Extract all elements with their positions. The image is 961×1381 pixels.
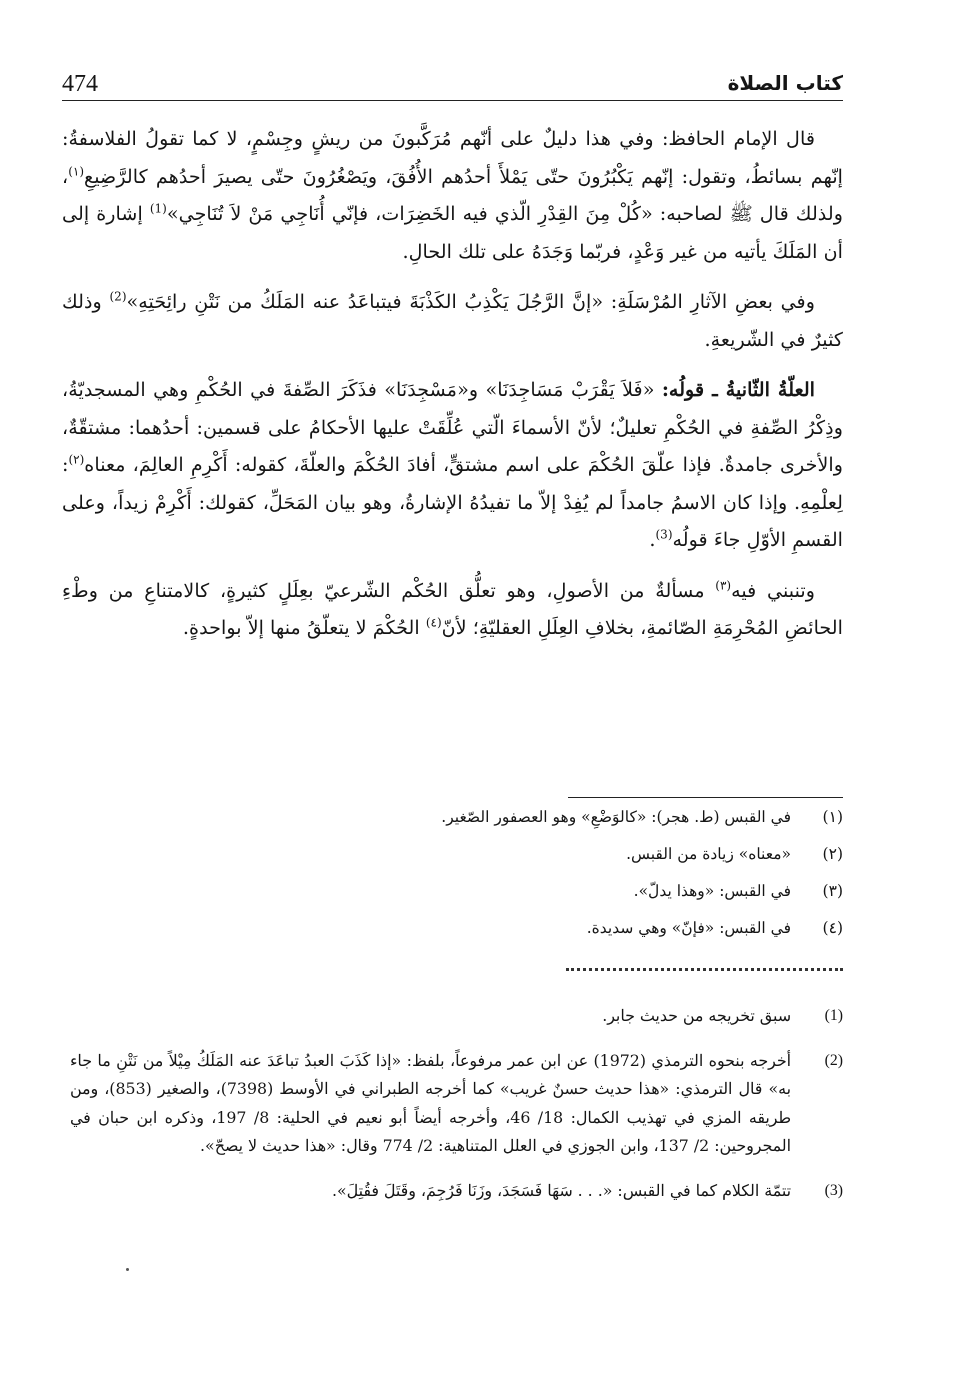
footnote xyxy=(120,845,843,882)
paragraph-4 xyxy=(62,572,843,647)
footnote xyxy=(70,1002,843,1031)
footnote-text: «معناه» زيادة من القبس. xyxy=(626,845,791,863)
paragraph-3-text-b: : لِعلْمِهِ. وإذا كان الاسمُ جامداً لم يُفِدْ إلاّ ما تفيدُهُ الإشارةُ، وهو بيان المَحَلِّ، كقولك: أَكْرِمْ زيداً، وعلى القسمِ الأوّلِ جاءَ قولُه xyxy=(62,453,843,551)
footnote xyxy=(120,808,843,845)
paragraph-2-text: وفي بعضِ الآثارِ المُرْسَلَةِ: «إنَّ الرَّجُلَ يَكْذِبُ الكَذْبَةَ فيتباعَدُ عنه المَلَكُ من نَتْنِ رائِحَتِهِ» xyxy=(126,290,815,313)
footnote-divider xyxy=(568,797,843,798)
footnote-number: (١) xyxy=(822,808,843,826)
running-header xyxy=(62,66,843,101)
main-text xyxy=(62,120,843,660)
footnote-ref: (2) xyxy=(109,289,127,304)
footnote-text: تتمّة الكلام كما في القبس: «. . . سَهَا فَسَجَدَ، وزَنَا فَرُجِمَ، وقَتَلَ فقُتِلَ». xyxy=(331,1180,791,1200)
paragraph-3 xyxy=(62,371,843,559)
paragraph-1-text-c: إشارة إلى أن المَلَكَ يأتيه من غير وَعْدٍ، فربّما وَجَدَهُ على تلك الحالِ. xyxy=(62,202,843,263)
paragraph-1-text-b: ، ولذلك قال ﷺ لصاحبه: «كُلْ مِنَ القِدْرِ الّذي فيه الخَضِرَات، فإنّي أُنَاجِي مَنْ لاَ تُنَاجِي» xyxy=(62,164,843,225)
paragraph-4-text: وتنبني فيه xyxy=(731,578,815,602)
footnote xyxy=(120,919,843,956)
footnote-ref: (٢) xyxy=(68,452,85,467)
footnote-number: (1) xyxy=(824,1007,843,1024)
footnote-text: سبق تخريجه من حديث جابر. xyxy=(602,1006,791,1025)
footnote-ref: (٣) xyxy=(715,578,732,593)
paragraph-3-text: «فَلاَ يَقْرَبْ مَسَاجِدَنَا» و«مَسْجِدَنَا» فذَكَرَ الصِّفةَ في الحُكْمِ وهي المسجديّةُ، وذِكْرُ الصِّفةِ في الحُكْمِ تعليلٌ؛ لأنّ الأسماءَ الّتي عُلِّقَتْ عليها الأحكامُ على قسمين: أحدُهما: مشتقّةٌ، والأخرى جامدةٌ. فإذا علّقَ الحُكْمَ على اسم مشتقٍّ، أفادَ الحُكْمَ والعلّةَ، كقوله: أَكْرِمِ العالِمَ، معناه xyxy=(62,378,843,476)
footnote-number: (٤) xyxy=(822,919,843,937)
running-title: كتاب الصلاة xyxy=(727,71,843,95)
paragraph-2-text-b: وذلك كثيرٌ في الشّريعةِ. xyxy=(62,290,843,351)
takhrij-footnotes xyxy=(70,1002,843,1221)
footnote-ref: (٤) xyxy=(425,615,442,630)
page-number: 474 xyxy=(62,71,98,97)
footnote-number: (٢) xyxy=(822,845,843,863)
paragraph-3-text-c: . xyxy=(649,528,656,551)
paragraph-1-text: قال الإمام الحافظ: وفي هذا دليلٌ على أنّهم مُرَكَّبونَ من ريشٍ وجِسْمٍ، لا كما تقولُ الفلاسفةُ: إنّهم بسائطُ، وتقول: إنّهم يَكْبُرُونَ حتّى يَمْلأَ أحدُهم الأُفُقَ، ويَصْغُرُونَ حتّى يصيرَ أحدُهم كالرَّضِيعِ xyxy=(62,127,843,188)
footnote-text: في القبس (ط. هجر): «كالوَضْعِ» وهو العصفور الصّغير. xyxy=(441,808,791,826)
paragraph-4-text-c: الحُكْمَ لا يتعلّقُ منها إلاّ بواحدةٍ. xyxy=(182,616,426,639)
footnote-text: أخرجه بنحوه الترمذي (1972) عن ابن عمر مرفوعاً، بلفظ: «إذا كَذَبَ العبدُ تباعَدَ عنه المَلَكُ مِيْلاً من نَتْنِ ما جاء به» قال الترمذي: «هذا حديث حسنٌ غريب» كما أخرجه الطبراني في الأوسط (7398)، والصغير (853)، ومن طريقه المزي في تهذيب الكمال: 18/ 46، وأخرجه أيضاً أبو نعيم في الحلية: 8/ 197، وذكره ابن حبان في المجروحين: 2/ 137، وابن الجوزي في العلل المتناهية: 2/ 774 وقال: «هذا حديث لا يصحّ». xyxy=(70,1050,792,1155)
paragraph-4-text-b: مسألةٌ من الأصولِ، وهو تعلُّق الحُكْم الشّرعيّ بعِلَلٍ كثيرةٍ، كالامتناعِ من وطْءِ الحائضِ المُحْرِمَةِ الصّائمةِ، بخلافِ العِلَلِ العقليّةِ؛ لأنّ xyxy=(62,578,843,639)
footnote-number: (٣) xyxy=(822,882,843,900)
paragraph-2 xyxy=(62,283,843,358)
footnote-ref: (١) xyxy=(68,164,85,179)
footnote xyxy=(120,882,843,919)
footnote-number: (3) xyxy=(824,1181,843,1199)
footnote-ref: (1) xyxy=(149,201,167,216)
footnote-ref: (3) xyxy=(655,527,673,542)
dotted-separator xyxy=(566,968,843,971)
editor-footnotes xyxy=(120,808,843,956)
footnote-text: في القبس: «فإنّ» وهي سديدة. xyxy=(586,919,791,937)
footnote xyxy=(70,1177,843,1206)
section-lead: العلّةُ الثّانيةُ ـ قولُه: xyxy=(661,378,816,401)
footnote-text: في القبس: «وهذا يدلّ». xyxy=(633,882,791,900)
footnote-number: (2) xyxy=(824,1051,843,1069)
scan-speck xyxy=(126,1268,129,1271)
paragraph-1 xyxy=(62,120,843,270)
footnote xyxy=(70,1047,843,1161)
